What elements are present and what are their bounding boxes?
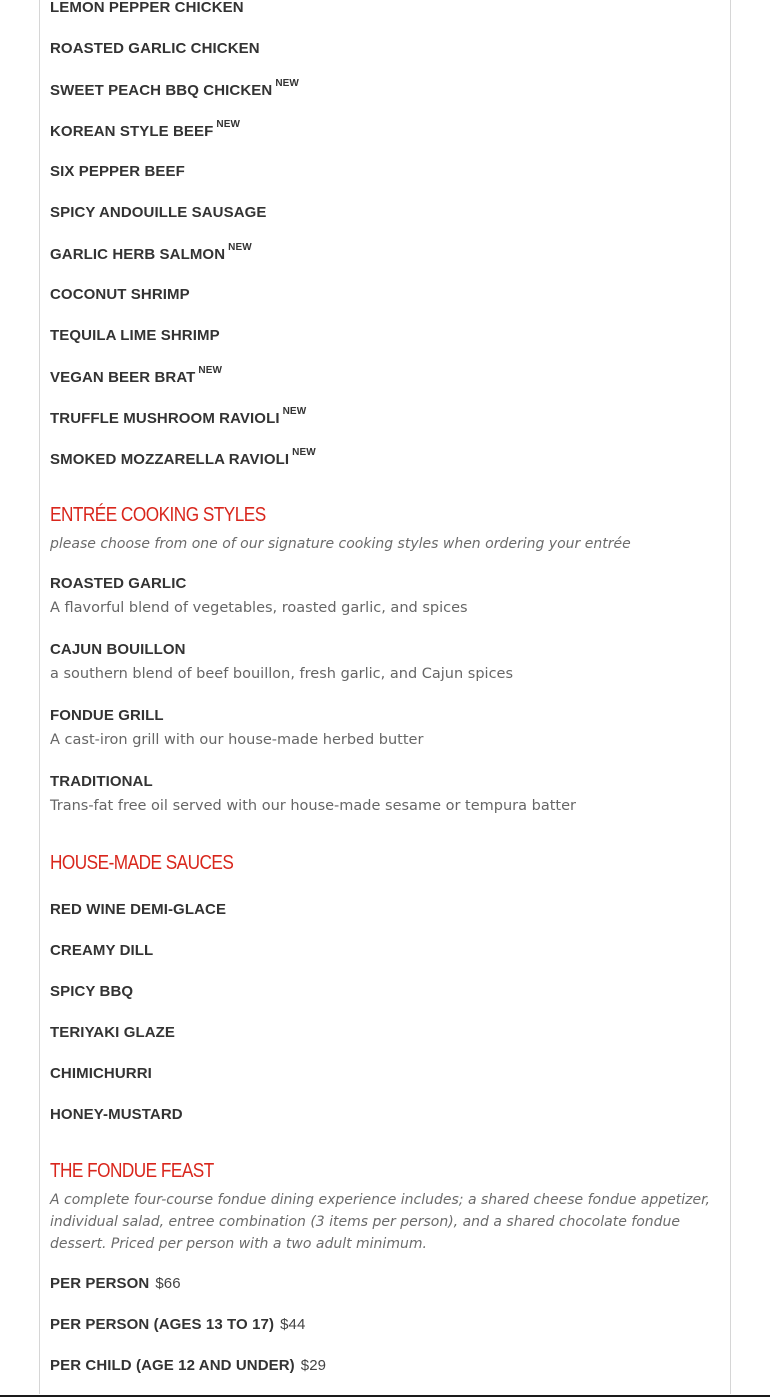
menu-item: SWEET PEACH BBQ CHICKEN $^{NEW}$: [50, 78, 299, 99]
cooking-style-name: ROASTED GARLIC: [50, 575, 187, 592]
menu-item: SIX PEPPER BEEF: [50, 163, 185, 180]
price-row: [50, 1275, 181, 1292]
price-value: $66: [155, 1275, 181, 1292]
sauce-item: TERIYAKI GLAZE: [50, 1024, 176, 1041]
cooking-style-description: A flavorful blend of vegetables, roasted garlic, and spices: [50, 600, 468, 616]
menu-item: COCONUT SHRIMP: [50, 286, 190, 303]
menu-item: ROASTED GARLIC CHICKEN: [50, 40, 260, 57]
cooking-style-name: TRADITIONAL: [50, 773, 153, 790]
sauce-item: HONEY-MUSTARD: [50, 1106, 183, 1123]
menu-item: KOREAN STYLE BEEF $^{NEW}$: [50, 119, 241, 140]
sauce-item: RED WINE DEMI-GLACE: [50, 901, 227, 918]
price-value: $29: [300, 1357, 327, 1374]
new-badge: NEW: [198, 365, 223, 376]
sauce-item: CREAMY DILL: [50, 942, 154, 959]
new-badge: NEW: [275, 78, 299, 89]
new-badge: NEW: [292, 447, 316, 458]
price-row: [50, 1316, 305, 1333]
menu-item: TRUFFLE MUSHROOM RAVIOLI $^{NEW}$: [50, 406, 307, 427]
menu-item: SMOKED MOZZARELLA RAVIOLI $^{NEW}$: [50, 447, 316, 468]
section-heading-sauces: HOUSE-MADE SAUCES: [50, 852, 234, 874]
feast-note: A complete four-course fondue dining experience includes; a shared cheese fondue appetizer, individual salad, entree combination (3 items per person), and a shared chocolate fondue dessert. Priced per person with a two adult minimum.: [50, 1192, 710, 1252]
new-badge: NEW: [282, 406, 307, 417]
cooking-style-description: Trans-fat free oil served with our house-made sesame or tempura batter: [50, 798, 576, 814]
price-value: $44: [280, 1316, 306, 1333]
section-heading-feast: THE FONDUE FEAST: [50, 1160, 214, 1182]
section-heading-cooking-styles: ENTRÉE COOKING STYLES: [50, 504, 266, 526]
menu-item: LEMON PEPPER CHICKEN: [50, 0, 244, 16]
sauce-item: CHIMICHURRI: [50, 1065, 152, 1082]
price-row: [50, 1357, 326, 1374]
cooking-style-description: a southern blend of beef bouillon, fresh garlic, and Cajun spices: [50, 666, 514, 682]
menu-item: GARLIC HERB SALMON $^{NEW}$: [50, 242, 252, 263]
cooking-style-name: FONDUE GRILL: [50, 707, 164, 724]
cooking-style-description: A cast-iron grill with our house-made herbed butter: [50, 732, 424, 748]
cooking-style-name: CAJUN BOUILLON: [50, 641, 186, 658]
price-label: PER PERSON: [50, 1275, 150, 1292]
menu-item: VEGAN BEER BRAT $^{NEW}$: [50, 365, 223, 386]
menu-item: TEQUILA LIME SHRIMP: [50, 327, 220, 344]
sauce-item: SPICY BBQ: [50, 983, 134, 1000]
price-label: PER PERSON (AGES 13 TO 17): [50, 1316, 275, 1333]
new-badge: NEW: [228, 242, 252, 253]
cooking-styles-note: please choose from one of our signature cooking styles when ordering your entrée: [50, 536, 631, 552]
menu-item: SPICY ANDOUILLE SAUSAGE: [50, 204, 267, 221]
price-label: PER CHILD (AGE 12 AND UNDER): [50, 1357, 295, 1374]
new-badge: NEW: [216, 119, 241, 130]
